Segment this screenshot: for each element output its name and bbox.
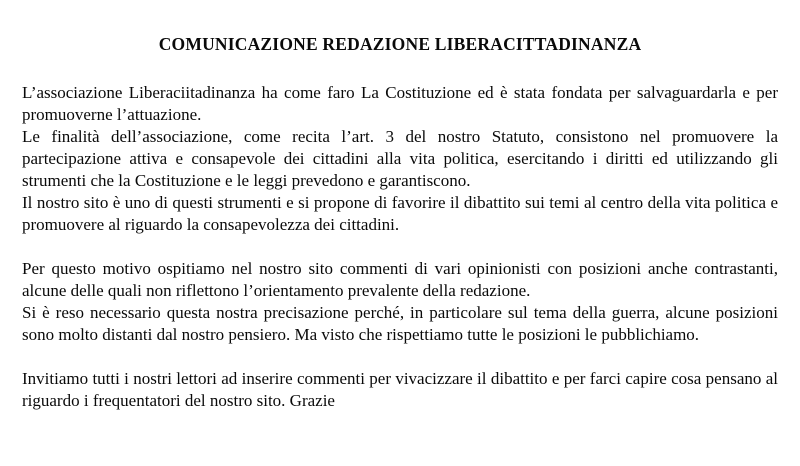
paragraph-association-purpose: L’associazione Liberaciitadinanza ha come faro La Costituzione ed è stata fondata per salvaguardarla e per promuoverne l’attuazione. bbox=[22, 83, 778, 124]
paragraph-statute-goals: Le finalità dell’associazione, come recita l’art. 3 del nostro Statuto, consistono nel promuovere la partecipazione attiva e consapevole dei cittadini alla vita politica, esercitando i diritti ed utilizzando gli strumenti che la Costituzione e le leggi prevedono e garantiscono. bbox=[22, 127, 778, 190]
paragraph-site-purpose: Il nostro sito è uno di questi strumenti e si propone di favorire il dibattito sui temi al centro della vita politica e promuovere al riguardo la consapevolezza dei cittadini. bbox=[22, 193, 778, 234]
paragraph-block-intro bbox=[22, 82, 778, 236]
paragraph-clarification: Si è reso necessario questa nostra precisazione perché, in particolare sul tema della guerra, alcune posizioni sono molto distanti dal nostro pensiero. Ma visto che rispettiamo tutte le posizioni le pubblichiamo. bbox=[22, 303, 778, 344]
paragraph-block-invitation bbox=[22, 368, 778, 412]
paragraph-block-editorial-position bbox=[22, 258, 778, 346]
paragraph-reader-invitation: Invitiamo tutti i nostri lettori ad inserire commenti per vivacizzare il dibattito e per farci capire cosa pensano al riguardo i frequentatori del nostro sito. Grazie bbox=[22, 369, 778, 410]
document-title: COMUNICAZIONE REDAZIONE LIBERACITTADINANZA bbox=[158, 34, 642, 54]
paragraph-opinions-hosted: Per questo motivo ospitiamo nel nostro sito commenti di vari opinionisti con posizioni anche contrastanti, alcune delle quali non riflettono l’orientamento prevalente della redazione. bbox=[22, 259, 778, 300]
